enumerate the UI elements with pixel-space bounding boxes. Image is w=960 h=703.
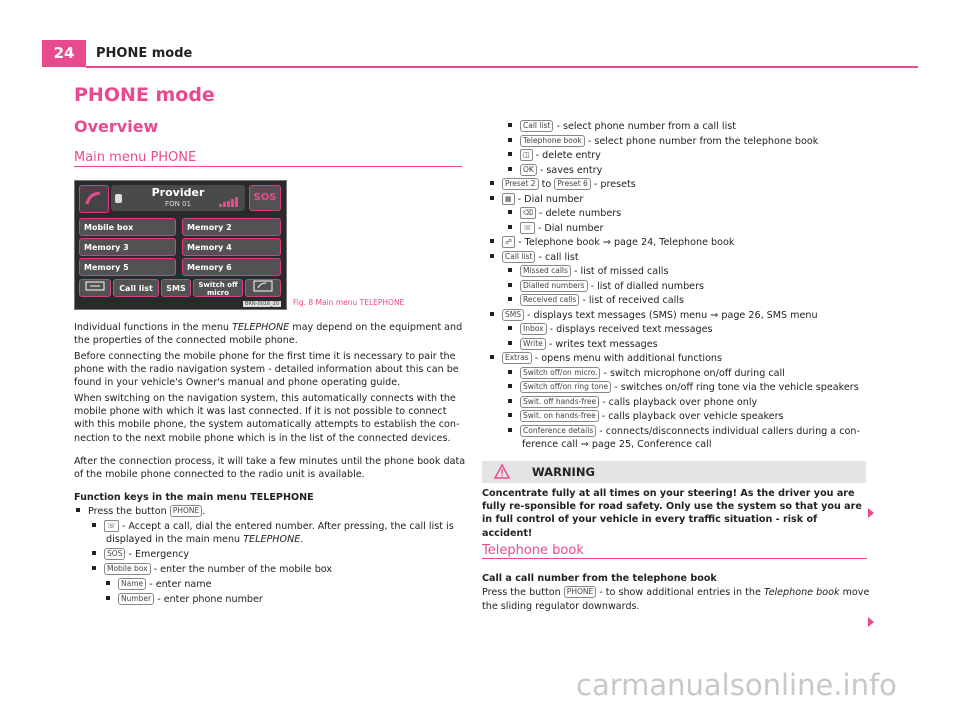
paragraph-pairing: Before connecting the mobile phone for the first time it is necessary to pair the phone with the radio navigation system - detailed information about this can be found in your vehicle's Owner's manual and phone operating guide.	[74, 351, 459, 389]
name-key: Name	[118, 578, 146, 590]
list-item: Telephone book - select phone number from the telephone book	[508, 135, 818, 148]
section-end-marker	[868, 508, 874, 518]
provider-name: Provider	[151, 186, 205, 199]
switch-off-micro-button[interactable]: Switch off micro	[193, 279, 243, 297]
sos-button[interactable]: SOS	[249, 185, 281, 211]
paragraph-connection-process: After the connection process, it will take a few minutes until the phone book data of the mobile phone connected to the radio unit is available.	[74, 456, 466, 481]
list-item: Name - enter name	[106, 578, 212, 591]
subsection-title: Main menu PHONE	[74, 150, 197, 165]
subsection-rule	[74, 166, 462, 167]
section-title: PHONE mode	[74, 84, 215, 106]
list-item: ☏ - Dial number	[508, 222, 603, 235]
watermark: carmanualsonline.info	[576, 668, 897, 702]
list-item: Received calls - list of received calls	[508, 294, 684, 307]
phone-key: PHONE	[170, 505, 202, 517]
list-item: Inbox - displays received text messages	[508, 323, 713, 336]
sos-key: SOS	[104, 548, 125, 560]
list-item: Call list - select phone number from a call list	[508, 120, 736, 133]
list-item: Conference details - connects/disconnects individual callers during a con-	[508, 425, 860, 438]
list-item: Swit. off hands-free - calls playback over phone only	[508, 396, 757, 409]
list-item: Swit. on hands-free - calls playback over vehicle speakers	[508, 410, 784, 423]
list-item: Switch off/on ring tone - switches on/off ring tone via the vehicle speakers	[508, 381, 859, 394]
telephone-book-heading: Telephone book	[482, 543, 584, 558]
list-item: Mobile box - enter the number of the mobile box	[92, 563, 332, 576]
list-item-continuation: ference call ⇒ page 25, Conference call	[522, 439, 712, 450]
header-divider	[86, 66, 918, 68]
continued-arrow-icon	[868, 617, 874, 627]
list-item: ◫ - delete entry	[508, 149, 601, 162]
list-item: Switch off/on micro. - switch microphone on/off during call	[508, 367, 785, 380]
number-key: Number	[118, 593, 154, 605]
list-item: Extras - opens menu with additional functions	[490, 352, 722, 365]
backspace-icon: ⌫	[520, 207, 536, 219]
list-item: OK - saves entry	[508, 164, 602, 177]
function-keys-heading: Function keys in the main menu TELEPHONE	[74, 492, 314, 503]
handset-icon: ☏	[104, 520, 119, 532]
list-item-continuation: displayed in the main menu TELEPHONE.	[106, 534, 304, 545]
list-item: Preset 2 to Preset 6 - presets	[490, 178, 636, 191]
list-item: Call list - call list	[490, 251, 579, 264]
phonebook-button[interactable]	[245, 279, 281, 297]
list-item: SMS - displays text messages (SMS) menu ⇒ page 26, SMS menu	[490, 309, 818, 322]
header-title: PHONE mode	[96, 46, 193, 61]
list-item: Missed calls - list of missed calls	[508, 265, 668, 278]
telephone-book-subheading: Call a call number from the telephone book	[482, 573, 717, 584]
memory-3-button[interactable]: Memory 3	[79, 238, 176, 256]
list-item: ☍ - Telephone book ⇒ page 24, Telephone book	[490, 236, 734, 249]
provider-panel	[111, 185, 245, 211]
call-list-button[interactable]: Call list	[113, 279, 159, 297]
paragraph-connecting: When switching on the navigation system, this automatically connects with the mobile phone with which it was last connected. If it is not possible to connect with this mobile phone, the system automatically attempts to establish the con-nection to the next mobile phone which is in the list of the connected devices.	[74, 393, 460, 444]
telephone-book-text: Press the button PHONE - to show additional entries in the Telephone book move	[482, 587, 870, 598]
warning-text: Concentrate fully at all times on your steering! As the driver you are fully re-sponsible for road safety. Only use the system so that you are in full control of your vehicle in every traffic situation - risk of accident!	[482, 488, 862, 539]
list-item: Dialled numbers - list of dialled numbers	[508, 280, 704, 293]
sms-button[interactable]: SMS	[161, 279, 191, 297]
handset-icon: ☏	[520, 222, 535, 234]
warning-box	[482, 461, 866, 539]
memory-5-button[interactable]: Memory 5	[79, 258, 176, 276]
memory-6-button[interactable]: Memory 6	[182, 258, 281, 276]
list-item: ▦ - Dial number	[490, 193, 583, 206]
network-name: FON 01	[165, 200, 191, 208]
warning-header	[482, 461, 866, 483]
list-item: Write - writes text messages	[508, 338, 658, 351]
section-subtitle: Overview	[74, 117, 159, 136]
telephone-book-text-continuation: the sliding regulator downwards.	[482, 601, 640, 612]
trash-icon: ◫	[520, 149, 533, 161]
memory-4-button[interactable]: Memory 4	[182, 238, 281, 256]
list-item: Number - enter phone number	[106, 593, 263, 606]
phone-menu-figure	[74, 180, 287, 310]
figure-label: BRN-0016_20	[245, 301, 280, 307]
keypad-icon	[85, 281, 105, 291]
phonebook-icon	[253, 280, 273, 292]
mobile-box-key: Mobile box	[104, 563, 151, 575]
list-item: ☏ - Accept a call, dial the entered number. After pressing, the call list is	[92, 520, 454, 533]
warning-triangle-icon	[494, 464, 510, 479]
telephone-book-rule	[482, 558, 867, 559]
mobile-box-button[interactable]: Mobile box	[79, 218, 176, 236]
list-item: ⌫ - delete numbers	[508, 207, 621, 220]
paragraph-functions: Individual functions in the menu TELEPHONE may depend on the equipment and the properties of the connected mobile phone.	[74, 322, 463, 347]
signal-strength-icon	[219, 197, 241, 207]
dial-keypad-button[interactable]	[79, 279, 111, 297]
phonebook-icon: ☍	[502, 236, 515, 248]
list-item: SOS - Emergency	[92, 548, 189, 561]
warning-title: WARNING	[532, 465, 595, 479]
phone-handset-icon	[79, 185, 109, 213]
page-number: 24	[42, 40, 86, 67]
keypad-icon: ▦	[502, 193, 515, 205]
list-item: Press the button PHONE .	[76, 505, 205, 518]
memory-2-button[interactable]: Memory 2	[182, 218, 281, 236]
figure-caption: Fig. 8 Main menu TELEPHONE	[293, 298, 405, 307]
